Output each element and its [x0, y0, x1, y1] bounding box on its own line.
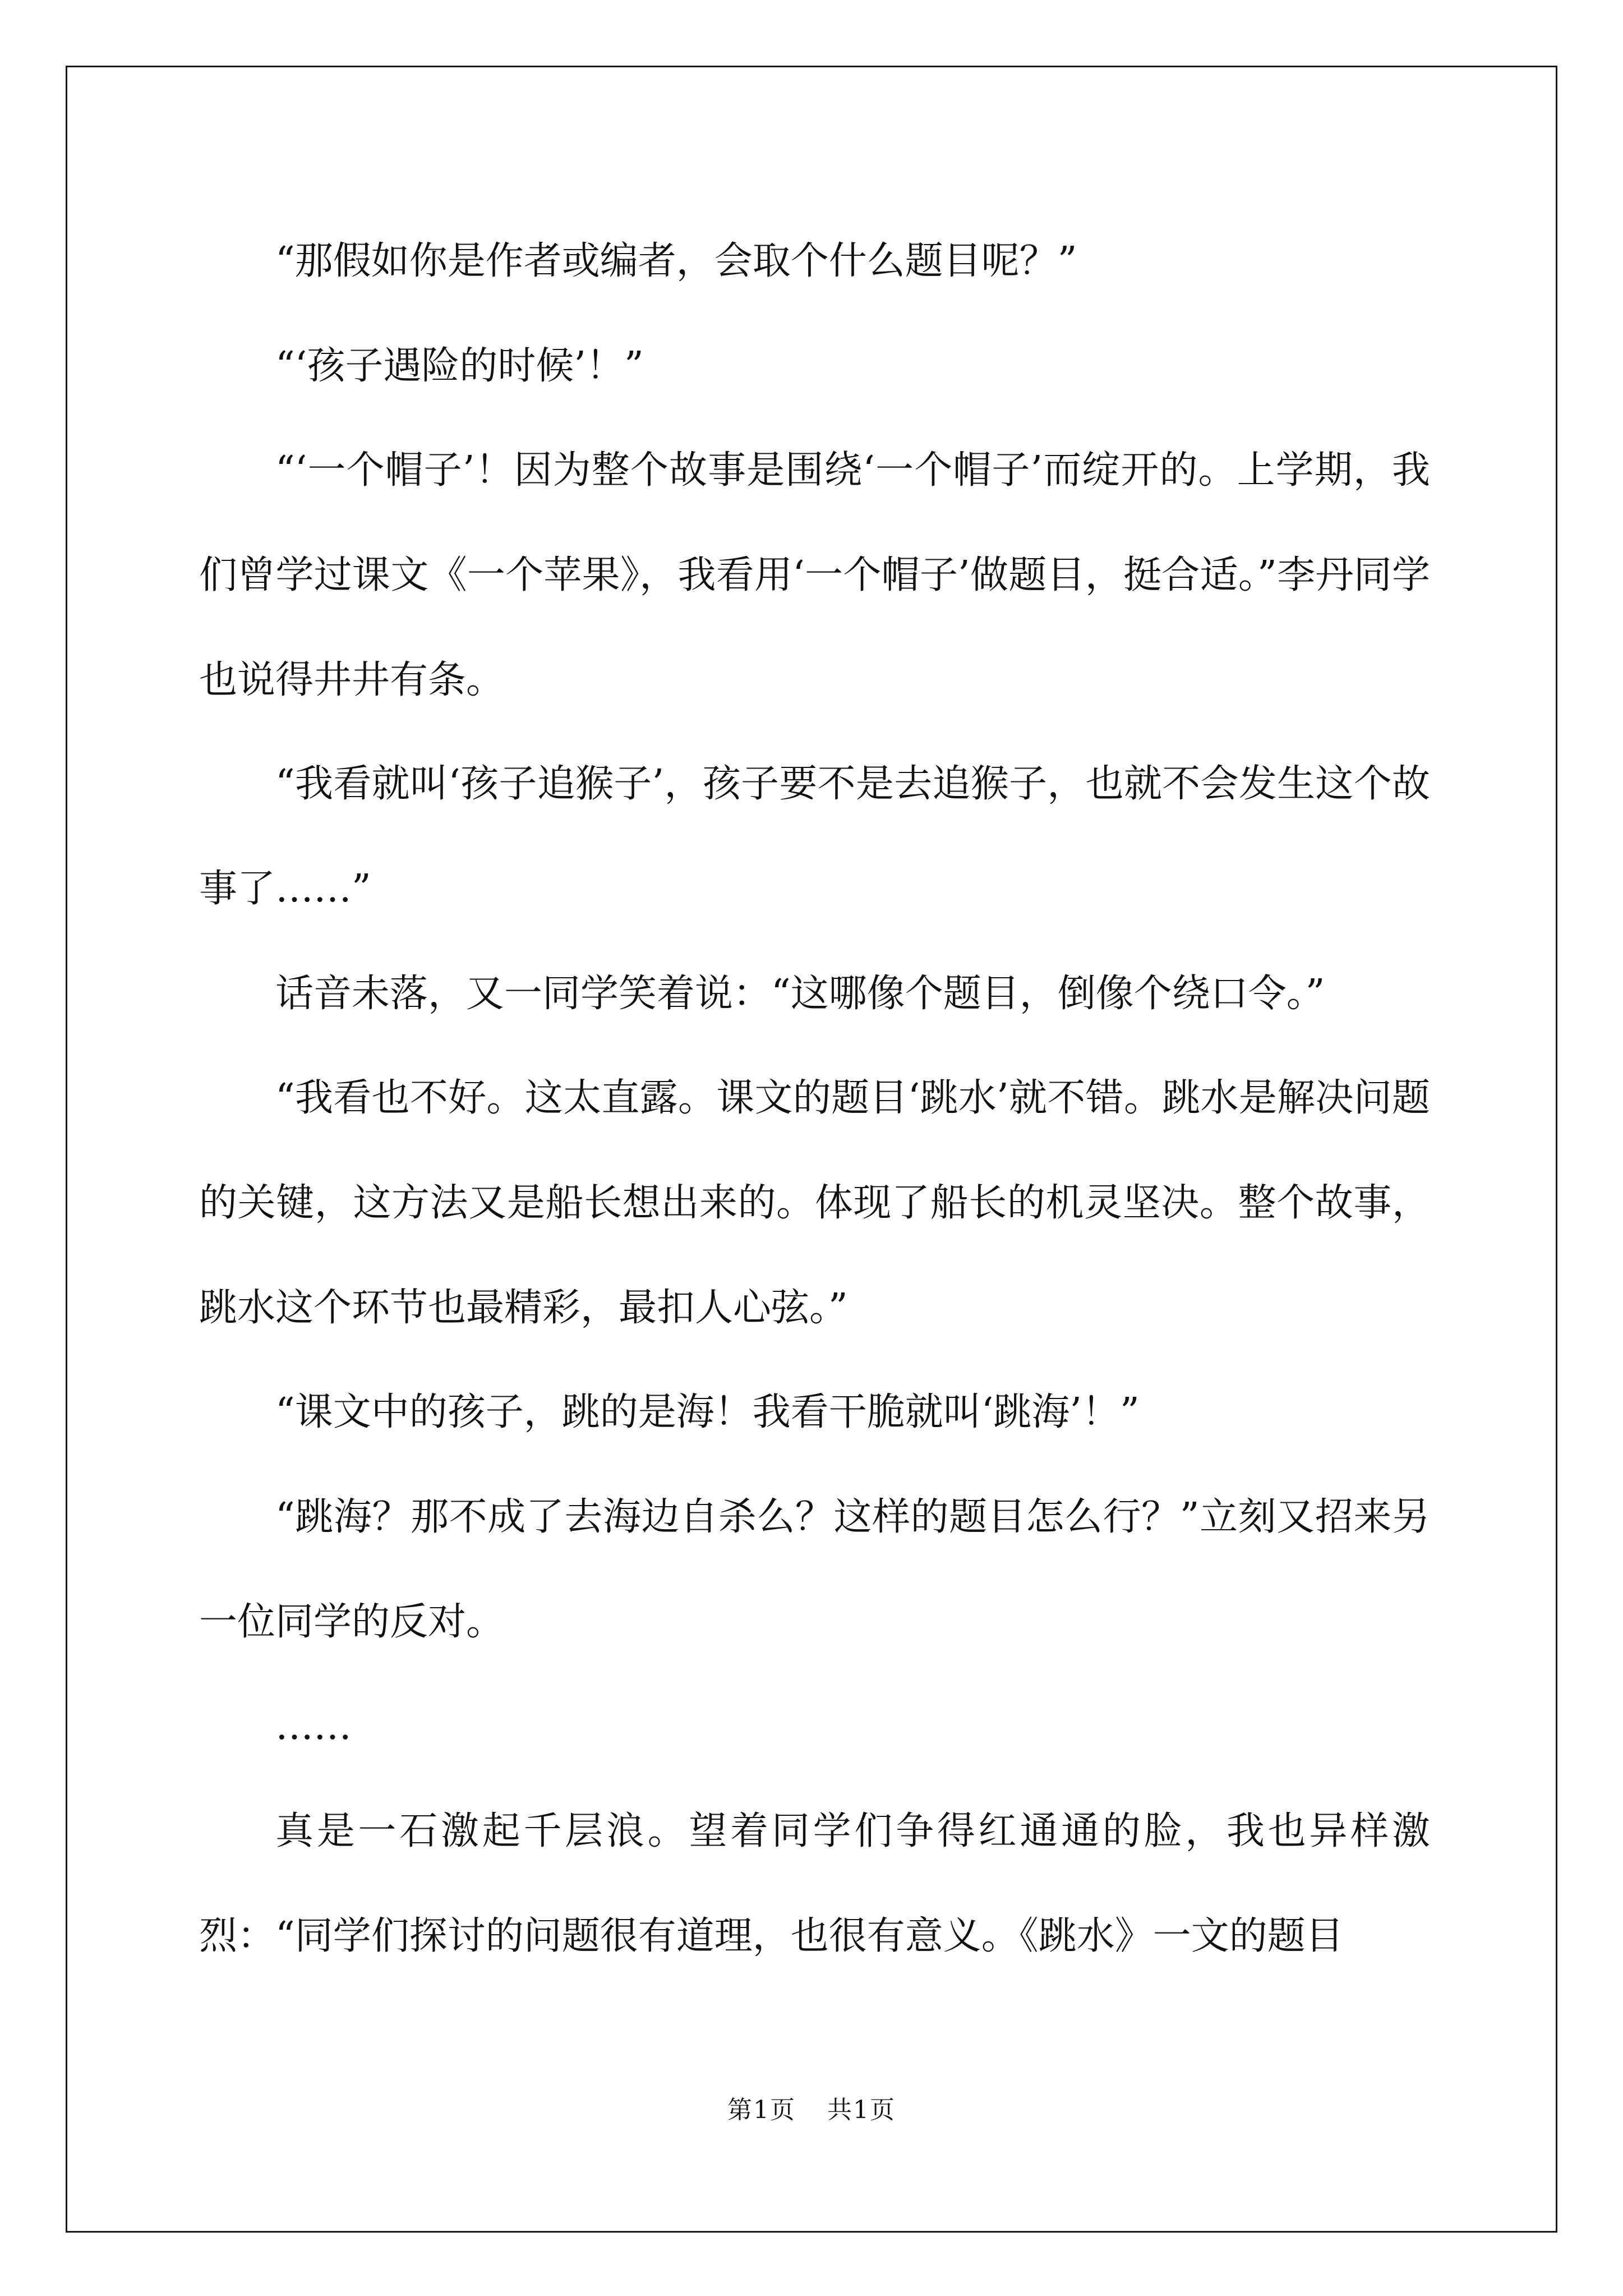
paragraph: “那假如你是作者或编者，会取个什么题目呢？” [275, 239, 1077, 283]
paragraph: 话音未落，又一同学笑着说：“这哪像个题目，倒像个绕口令。” [275, 972, 1325, 1016]
paragraph: “我看就叫‘孩子追猴子’，孩子要不是去追猴子，也就不会发生这个故事了……” [199, 762, 1430, 911]
paragraph: 真是一石激起千层浪。望着同学们争得红通通的脸，我也异样激烈：“同学们探讨的问题很有道理，也很有意义。《跳水》一文的题目 [199, 1809, 1430, 1958]
page-footer [0, 2090, 1623, 2125]
paragraph: “课文中的孩子，跳的是海！我看干脆就叫‘跳海’！” [275, 1390, 1140, 1434]
paragraph: “‘一个帽子’！因为整个故事是围绕‘一个帽子’而绽开的。上学期，我们曾学过课文《一个苹果》，我看用‘一个帽子’做题目，挺合适。”李丹同学也说得井井有条。 [199, 448, 1430, 702]
page-total: 共1页 [827, 2096, 896, 2124]
page-number: 第1页 [727, 2096, 796, 2124]
paragraph: “我看也不好。这太直露。课文的题目‘跳水’就不错。跳水是解决问题的关键，这方法又是船长想出来的。体现了船长的机灵坚决。整个故事，跳水这个环节也最精彩，最扣人心弦。” [199, 1076, 1430, 1330]
paragraph: “跳海？那不成了去海边自杀么？这样的题目怎么行？”立刻又招来另一位同学的反对。 [199, 1495, 1430, 1644]
paragraph: “‘孩子遇险的时候’！” [275, 344, 644, 388]
paragraph: …… [275, 1704, 352, 1749]
